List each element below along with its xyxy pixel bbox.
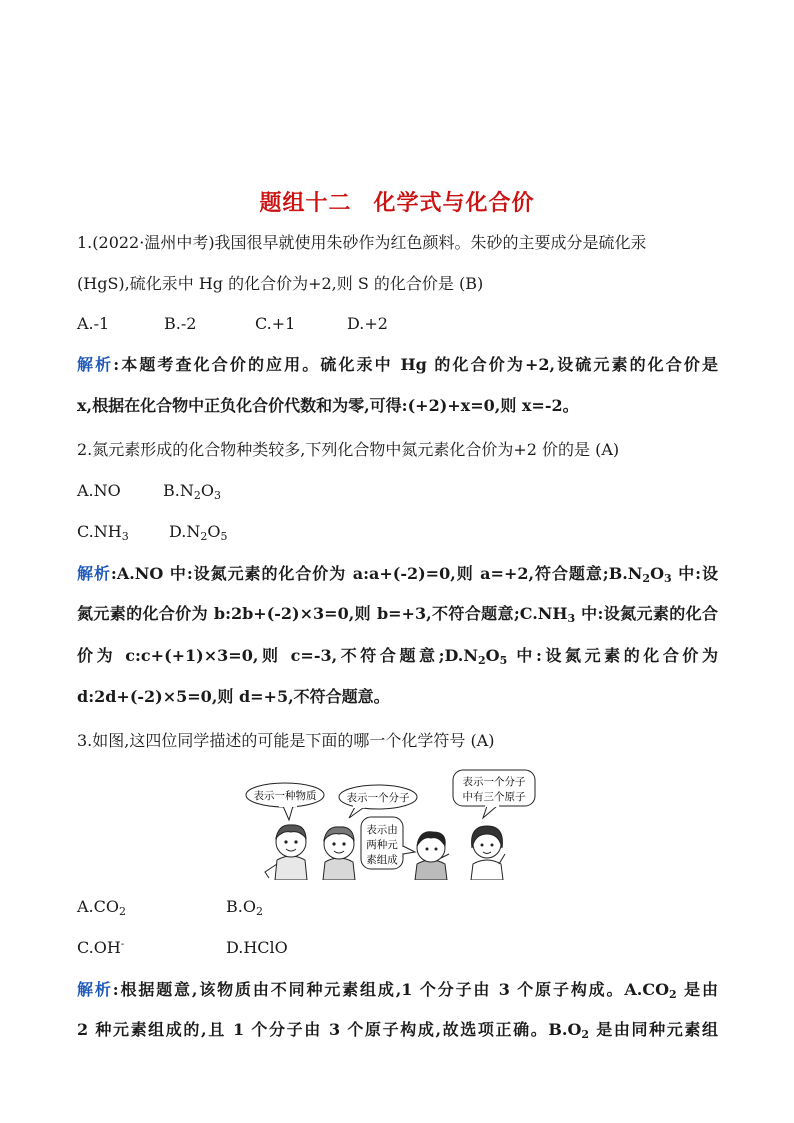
q3-option-d: D.HClO: [226, 938, 288, 957]
q1-analysis-line1: 解析:本题考查化合价的应用。硫化汞中 Hg 的化合价为+2,设硫元素的化合价是: [77, 355, 718, 374]
q3-options-row2: [77, 938, 288, 958]
speech-bubble-1: [246, 783, 324, 820]
q3-stem: 3.如图,这四位同学描述的可能是下面的哪一个化学符号 (A): [77, 731, 495, 750]
q2-analysis-line4: d:2d+(-2)×5=0,则 d=+5,不符合题意。: [77, 687, 390, 706]
q2-analysis-line1: 解析:A.NO 中:设氮元素的化合价为 a:a+(-2)=0,则 a=+2,符合题意$;B.N_2O_3$ 中:设: [77, 564, 718, 585]
q2-analysis-line2: 氮元素的化合价为 b:2b+(-2)×3=0,则 b=+3,不符合题意$;C.NH_3$ 中:设氮元素的化合: [77, 604, 718, 625]
q3-analysis-line2: 2 种元素组成的,且 1 个分子由 3 个原子构成,故选项正确。$B.O_2$ 是由同种元素组: [77, 1020, 718, 1041]
student-4-figure: [471, 826, 505, 880]
speech-bubble-2: [339, 785, 417, 818]
q2-stem: 2.氮元素形成的化合物种类较多,下列化合物中氮元素化合价为+2 价的是 (A): [77, 440, 620, 459]
q2-options-row1: [77, 481, 221, 501]
svg-text:中有三个原子: 中有三个原子: [462, 791, 526, 803]
q1-options: [77, 314, 388, 334]
svg-text:表示一个分子: 表示一个分子: [346, 792, 410, 804]
svg-text:表示一种物质: 表示一种物质: [253, 790, 317, 802]
q3-option-c: C.OH-: [77, 938, 125, 957]
analysis-label: 解析: [77, 980, 113, 999]
student-2-figure: [323, 827, 355, 880]
svg-text:素组成: 素组成: [366, 854, 398, 866]
q1-option-a: A.-1: [77, 314, 110, 333]
q1-option-b: B.-2: [164, 314, 197, 333]
section-title: [0, 186, 794, 217]
q3-option-a: $A.CO_2$: [77, 897, 126, 918]
q1-option-c: C.+1: [255, 314, 296, 333]
q1-analysis-line2: x,根据在化合物中正负化合价代数和为零,可得:(+2)+x=0,则 x=-2。: [77, 396, 579, 415]
svg-text:两种元: 两种元: [366, 839, 398, 851]
q3-options-row1: [77, 897, 263, 917]
analysis-label: 解析: [77, 355, 114, 374]
students-illustration: [243, 768, 563, 880]
student-1-figure: [265, 825, 307, 880]
q2-options-row2: [77, 522, 227, 542]
q2-option-d: $D.N_2O_5$: [169, 522, 228, 543]
q1-stem-line1: 1.(2022·温州中考)我国很早就使用朱砂作为红色颜料。朱砂的主要成分是硫化汞: [77, 233, 647, 252]
speech-bubble-4: [453, 770, 535, 818]
section-title-part2: 化学式与化合价: [373, 191, 535, 216]
q3-option-b: $B.O_2$: [226, 897, 263, 918]
section-title-part1: 题组十二: [259, 191, 352, 216]
svg-text:表示一个分子: 表示一个分子: [462, 776, 526, 788]
q2-option-a: A.NO: [77, 481, 121, 500]
q2-analysis-line3: 价为 c:c+(+1)×3=0,则 c=-3,不符合题意$;D.N_2O_5$ 中:设氮元素的化合价为: [77, 646, 718, 667]
q2-option-b: $B.N_2O_3$: [163, 481, 221, 502]
svg-text:表示由: 表示由: [366, 824, 398, 836]
q2-option-c: $C.NH_3$: [77, 522, 129, 543]
q1-stem-line2: (HgS),硫化汞中 Hg 的化合价为+2,则 S 的化合价是 (B): [77, 274, 484, 293]
student-3-figure: [415, 832, 449, 880]
q1-option-d: D.+2: [347, 314, 388, 333]
speech-bubble-3: [361, 817, 415, 869]
q3-analysis-line1: 解析:根据题意,该物质由不同种元素组成,1 个分子由 3 个原子构成。$A.CO_2$ 是由: [77, 980, 718, 1001]
analysis-label: 解析: [77, 564, 111, 583]
